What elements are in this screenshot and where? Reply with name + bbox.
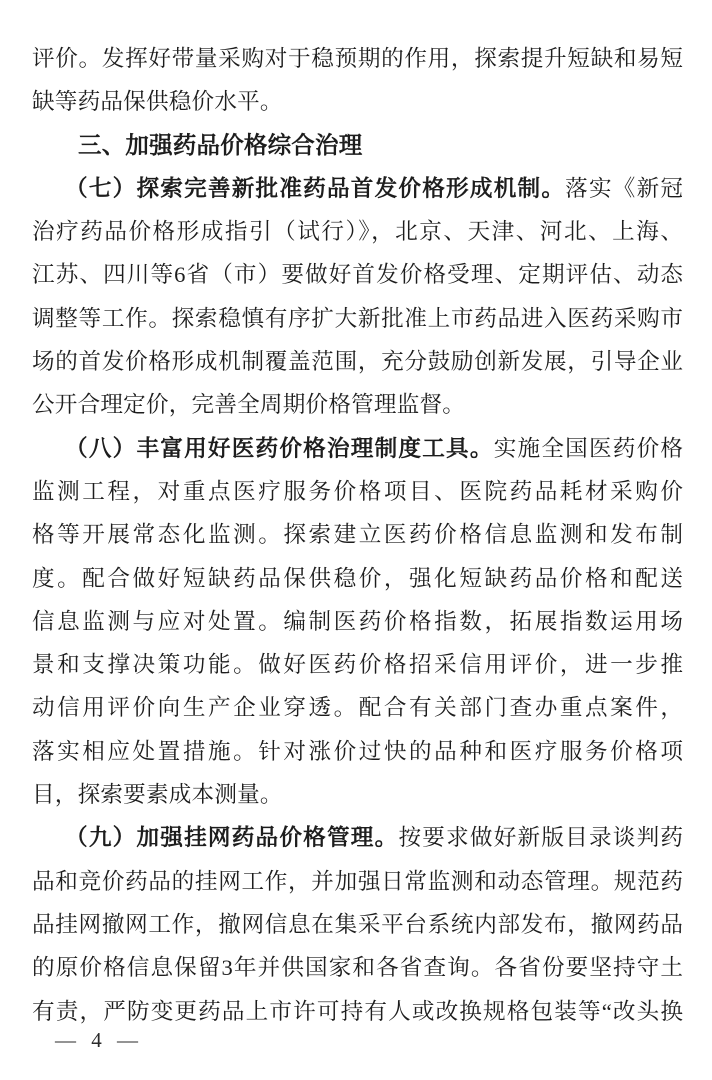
body-text: 监测工程，对重点医疗服务价格项目、医院药品耗材采购价	[32, 478, 683, 504]
body-text: 品和竞价药品的挂网工作，并加强日常监测和动态管理。规范药	[32, 868, 683, 894]
section-heading	[32, 124, 683, 167]
body-text: 公开合理定价，完善全周期价格管理监督。	[32, 392, 466, 418]
body-text: 信息监测与应对处置。编制医药价格指数，拓展指数运用场	[32, 608, 683, 634]
body-text: 缺等药品保供稳价水平。	[32, 89, 283, 115]
body-text: 治疗药品价格形成指引（试行）》，北京、天津、河北、上海、	[32, 219, 683, 245]
text-line	[32, 340, 683, 383]
body-text: 调整等工作。探索稳慎有序扩大新批准上市药品进入医药采购市	[32, 305, 683, 331]
text-line	[32, 470, 683, 513]
document-body	[32, 37, 683, 1033]
text-line	[32, 600, 683, 643]
text-line	[32, 37, 683, 80]
text-line	[32, 427, 683, 470]
page-footer	[55, 1028, 139, 1053]
body-text: 格等开展常态化监测。探索建立医药价格信息监测和发布制	[32, 522, 683, 548]
body-text: 度。配合做好短缺药品保供稳价，强化短缺药品价格和配送	[32, 565, 683, 591]
body-text: 目，探索要素成本测量。	[32, 782, 283, 808]
text-line	[32, 253, 683, 296]
text-line	[32, 860, 683, 903]
body-text: 景和支撑决策功能。做好医药价格招采信用评价，进一步推	[32, 652, 683, 678]
text-line	[32, 167, 683, 210]
text-line	[32, 773, 683, 816]
body-text: 品挂网撤网工作，撤网信息在集采平台系统内部发布，撤网药品	[32, 911, 683, 937]
emphasis-text: （七）探索完善新批准药品首发价格形成机制。	[65, 175, 566, 201]
text-line	[32, 557, 683, 600]
body-text: 江苏、四川等6省（市）要做好首发价格受理、定期评估、动态	[32, 262, 683, 288]
body-text: 场的首发价格形成机制覆盖范围，充分鼓励创新发展，引导企业	[32, 349, 683, 375]
body-text: 的原价格信息保留3年并供国家和各省查询。各省份要坚持守土	[32, 955, 683, 981]
body-text: 落实《新冠	[565, 175, 684, 201]
body-text: 实施全国医药价格	[493, 435, 684, 461]
text-line	[32, 297, 683, 340]
text-line	[32, 730, 683, 773]
text-line	[32, 383, 683, 426]
emphasis-text: （八）丰富用好医药价格治理制度工具。	[65, 435, 494, 461]
text-line	[32, 816, 683, 859]
text-line	[32, 513, 683, 556]
body-text: 评价。发挥好带量采购对于稳预期的作用，探索提升短缺和易短	[32, 46, 683, 71]
heading-text: 三、加强药品价格综合治理	[78, 131, 363, 158]
text-line	[32, 903, 683, 946]
emphasis-text: （九）加强挂网药品价格管理。	[65, 825, 399, 851]
text-line	[32, 686, 683, 729]
text-line	[32, 80, 683, 123]
text-line	[32, 990, 683, 1033]
text-line	[32, 210, 683, 253]
text-line	[32, 643, 683, 686]
body-text: 动信用评价向生产企业穿透。配合有关部门查办重点案件，	[32, 695, 683, 721]
page-number: — 4 —	[55, 1028, 139, 1052]
body-text: 有责，严防变更药品上市许可持有人或改换规格包装等“改头换	[32, 998, 683, 1024]
text-line	[32, 946, 683, 989]
body-text: 落实相应处置措施。针对涨价过快的品种和医疗服务价格项	[32, 738, 683, 764]
body-text: 按要求做好新版目录谈判药	[398, 825, 684, 851]
